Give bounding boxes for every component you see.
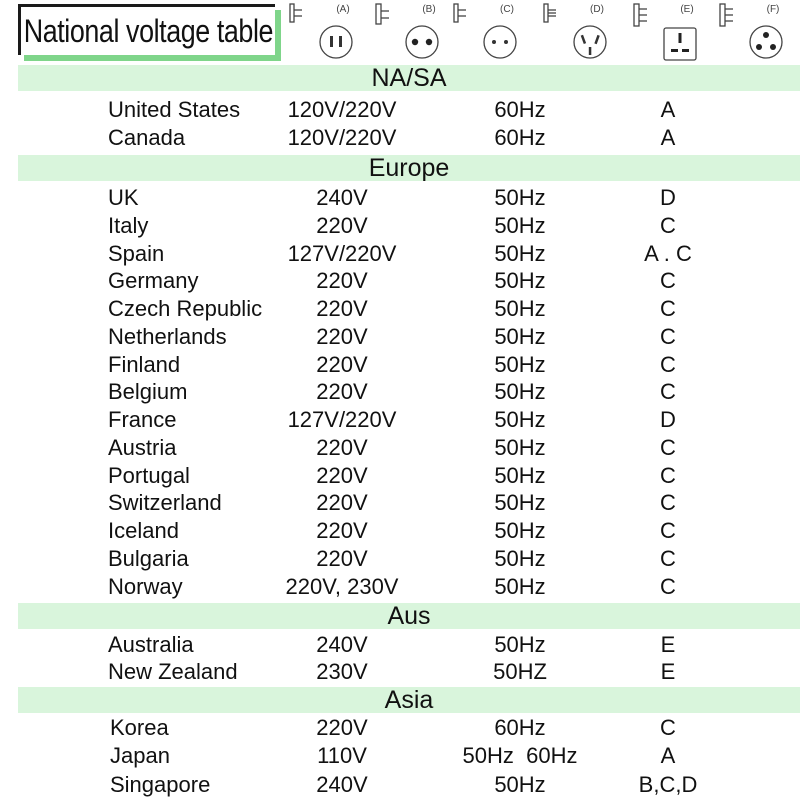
plug-cell: C <box>660 546 676 571</box>
plug-cell: A . C <box>644 241 692 266</box>
table-row <box>0 489 800 517</box>
frequency-cell: 50Hz <box>494 352 546 377</box>
plug-e-label: (E) <box>680 4 694 15</box>
voltage-cell: 120V/220V <box>287 97 397 122</box>
plug-f <box>718 0 798 66</box>
country-cell: Japan <box>110 743 170 768</box>
voltage-cell: 220V <box>316 518 368 543</box>
plug-cell: C <box>660 463 676 488</box>
page-title: National voltage table <box>23 12 273 49</box>
frequency-cell: 50Hz <box>494 518 546 543</box>
frequency-cell: 50HZ <box>493 659 547 684</box>
frequency-cell: 50Hz <box>494 772 546 797</box>
country-cell: Australia <box>108 632 194 657</box>
voltage-cell: 127V/220V <box>287 407 397 432</box>
section-na-sa: NA/SA <box>18 65 800 91</box>
table-row <box>0 771 800 799</box>
plug-b-label: (B) <box>422 4 436 15</box>
country-cell: Iceland <box>108 518 179 543</box>
table-row <box>0 267 800 295</box>
voltage-cell: 110V <box>317 743 367 768</box>
voltage-cell: 220V <box>316 352 368 377</box>
plug-cell: D <box>660 407 676 432</box>
frequency-cell: 60Hz <box>494 715 546 740</box>
plug-cell: C <box>660 324 676 349</box>
voltage-cell: 220V <box>316 268 368 293</box>
voltage-cell: 230V <box>316 659 368 684</box>
table-row <box>0 124 800 152</box>
frequency-cell: 50Hz <box>494 185 546 210</box>
country-cell: Switzerland <box>108 490 222 515</box>
frequency-cell: 60Hz <box>494 97 546 122</box>
plug-b-icon <box>374 0 454 66</box>
country-cell: New Zealand <box>108 659 238 684</box>
voltage-cell: 220V <box>316 463 368 488</box>
plug-e-icon <box>632 0 712 66</box>
voltage-cell: 220V <box>316 715 368 740</box>
country-cell: Belgium <box>108 379 188 404</box>
plug-d-label: (D) <box>590 4 604 15</box>
voltage-cell: 120V/220V <box>287 125 397 150</box>
plug-cell: A <box>660 743 676 768</box>
voltage-cell: 127V/220V <box>287 241 397 266</box>
plug-cell: C <box>660 435 676 460</box>
plug-cell: A <box>660 97 676 122</box>
plug-b <box>374 0 454 66</box>
plug-cell: E <box>660 632 676 657</box>
plug-cell: C <box>660 715 676 740</box>
frequency-cell: 50Hz <box>494 435 546 460</box>
voltage-cell: 220V <box>316 324 368 349</box>
frequency-cell: 50Hz <box>494 296 546 321</box>
plug-cell: C <box>660 296 676 321</box>
country-cell: Bulgaria <box>108 546 189 571</box>
frequency-cell: 50Hz <box>494 241 546 266</box>
plug-f-icon <box>718 0 798 66</box>
table-row <box>0 631 800 659</box>
title-box <box>18 4 275 55</box>
plug-c-label: (C) <box>500 4 514 15</box>
country-cell: Portugal <box>108 463 190 488</box>
table-row <box>0 545 800 573</box>
table-row <box>0 573 800 601</box>
plug-c-icon <box>452 0 532 66</box>
plug-f-label: (F) <box>766 4 780 15</box>
voltage-cell: 220V <box>316 296 368 321</box>
country-cell: Spain <box>108 241 165 266</box>
country-cell: Korea <box>110 715 169 740</box>
frequency-cell: 50Hz 60Hz <box>462 743 578 768</box>
table-row <box>0 434 800 462</box>
frequency-cell: 50Hz <box>494 213 546 238</box>
plug-cell: E <box>660 659 676 684</box>
table-row <box>0 184 800 212</box>
voltage-cell: 240V <box>316 772 368 797</box>
country-cell: United States <box>108 97 241 122</box>
country-cell: Finland <box>108 352 181 377</box>
country-cell: France <box>108 407 177 432</box>
voltage-cell: 220V <box>316 490 368 515</box>
table-row <box>0 406 800 434</box>
voltage-cell: 220V, 230V <box>285 574 399 599</box>
country-cell: Italy <box>108 213 149 238</box>
frequency-cell: 50Hz <box>494 379 546 404</box>
country-cell: UK <box>108 185 139 210</box>
frequency-cell: 50Hz <box>494 574 546 599</box>
frequency-cell: 60Hz <box>494 125 546 150</box>
frequency-cell: 50Hz <box>494 268 546 293</box>
voltage-cell: 220V <box>316 435 368 460</box>
plug-c <box>452 0 532 66</box>
plug-cell: C <box>660 379 676 404</box>
plug-d-icon <box>542 0 622 66</box>
table-row <box>0 742 800 770</box>
frequency-cell: 50Hz <box>494 407 546 432</box>
plug-cell: A <box>660 125 676 150</box>
country-cell: Singapore <box>110 772 211 797</box>
table-row <box>0 378 800 406</box>
plug-cell: C <box>660 574 676 599</box>
section-europe: Europe <box>18 155 800 181</box>
country-cell: Czech Republic <box>108 296 263 321</box>
frequency-cell: 50Hz <box>494 632 546 657</box>
plug-d <box>542 0 622 66</box>
country-cell: Netherlands <box>108 324 227 349</box>
voltage-cell: 220V <box>316 379 368 404</box>
frequency-cell: 50Hz <box>494 463 546 488</box>
plug-e <box>632 0 712 66</box>
plug-cell: C <box>660 268 676 293</box>
country-cell: Norway <box>108 574 183 599</box>
table-row <box>0 212 800 240</box>
country-cell: Austria <box>108 435 177 460</box>
table-row <box>0 351 800 379</box>
table-row <box>0 517 800 545</box>
plug-cell: C <box>660 490 676 515</box>
section-aus: Aus <box>18 603 800 629</box>
table-row <box>0 323 800 351</box>
plug-a <box>288 0 368 66</box>
section-asia: Asia <box>18 687 800 713</box>
table-row <box>0 240 800 268</box>
frequency-cell: 50Hz <box>494 324 546 349</box>
table-row <box>0 462 800 490</box>
table-row <box>0 295 800 323</box>
country-cell: Germany <box>108 268 199 293</box>
plug-cell: C <box>660 213 676 238</box>
voltage-cell: 240V <box>316 632 368 657</box>
voltage-cell: 220V <box>316 546 368 571</box>
plug-cell: C <box>660 518 676 543</box>
table-row <box>0 714 800 742</box>
country-cell: Canada <box>108 125 186 150</box>
plug-a-icon <box>288 0 368 66</box>
plug-cell: B,C,D <box>638 772 698 797</box>
voltage-cell: 240V <box>316 185 368 210</box>
frequency-cell: 50Hz <box>494 490 546 515</box>
plug-a-label: (A) <box>336 4 350 15</box>
table-row <box>0 658 800 686</box>
voltage-cell: 220V <box>316 213 368 238</box>
table-row <box>0 96 800 124</box>
plug-cell: C <box>660 352 676 377</box>
plug-cell: D <box>660 185 676 210</box>
frequency-cell: 50Hz <box>494 546 546 571</box>
